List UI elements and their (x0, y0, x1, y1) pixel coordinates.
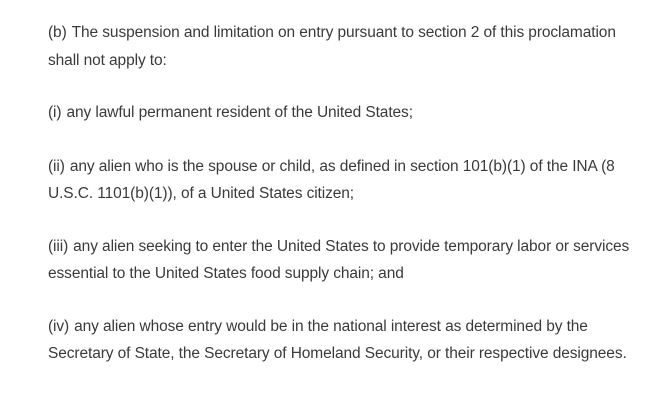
paragraph-text: The suspension and limitation on entry pursuant to section 2 of this proclamation shall not apply to: (48, 24, 616, 69)
paragraph-marker: (iv) (48, 317, 70, 335)
paragraph-iii (48, 233, 648, 288)
paragraph-marker: (ii) (48, 157, 65, 175)
paragraph-ii (48, 153, 648, 208)
paragraph-marker: (b) (48, 24, 67, 41)
paragraph-text: any alien who is the spouse or child, as defined in section 101(b)(1) of the INA (8 U.S.C. 1101(b)(1)), of a United States citizen; (48, 157, 615, 202)
paragraph-text: any lawful permanent resident of the United States; (66, 104, 413, 121)
paragraph-text: any alien seeking to enter the United States to provide temporary labor or services essential to the United States food supply chain; and (48, 237, 630, 282)
paragraph-marker: (i) (48, 104, 62, 121)
document-body (48, 19, 648, 368)
paragraph-text: any alien whose entry would be in the national interest as determined by the Secretary of State, the Secretary of Homeland Security, or their respective designees. (48, 317, 627, 362)
paragraph-i (48, 99, 648, 127)
paragraph-iv (48, 313, 648, 368)
paragraph-marker: (iii) (48, 237, 69, 255)
paragraph-b (48, 19, 648, 74)
